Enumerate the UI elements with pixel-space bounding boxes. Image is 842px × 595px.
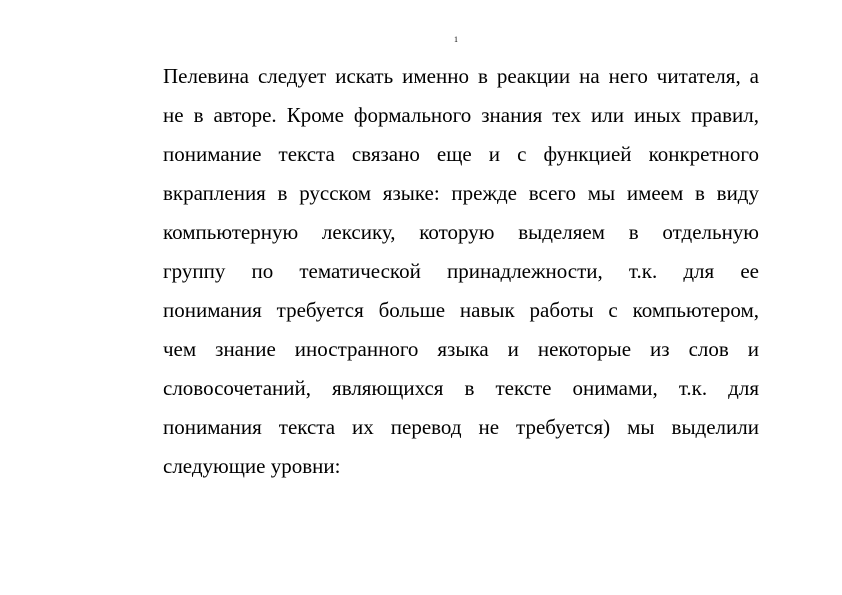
page-number: 1 — [454, 35, 458, 44]
text-line: группу по тематической принадлежности, т.к. для ее — [163, 259, 759, 283]
text-line: чем знание иностранного языка и некоторые из слов и — [163, 337, 759, 361]
text-line: понимания требуется больше навык работы с компьютером, — [163, 298, 759, 322]
body-paragraph — [163, 57, 759, 486]
text-line: понимания текста их перевод не требуется) мы выделили — [163, 415, 759, 439]
text-line: Пелевина следует искать именно в реакции на него читателя, а — [163, 64, 759, 88]
text-line: компьютерную лексику, которую выделяем в отдельную — [163, 220, 759, 244]
text-line: словосочетаний, являющихся в тексте онимами, т.к. для — [163, 376, 759, 400]
text-line: следующие уровни: — [163, 454, 341, 478]
text-line: не в авторе. Кроме формального знания тех или иных правил, — [163, 103, 759, 127]
text-line: понимание текста связано еще и с функцией конкретного — [163, 142, 759, 166]
text-line: вкрапления в русском языке: прежде всего мы имеем в виду — [163, 181, 759, 205]
